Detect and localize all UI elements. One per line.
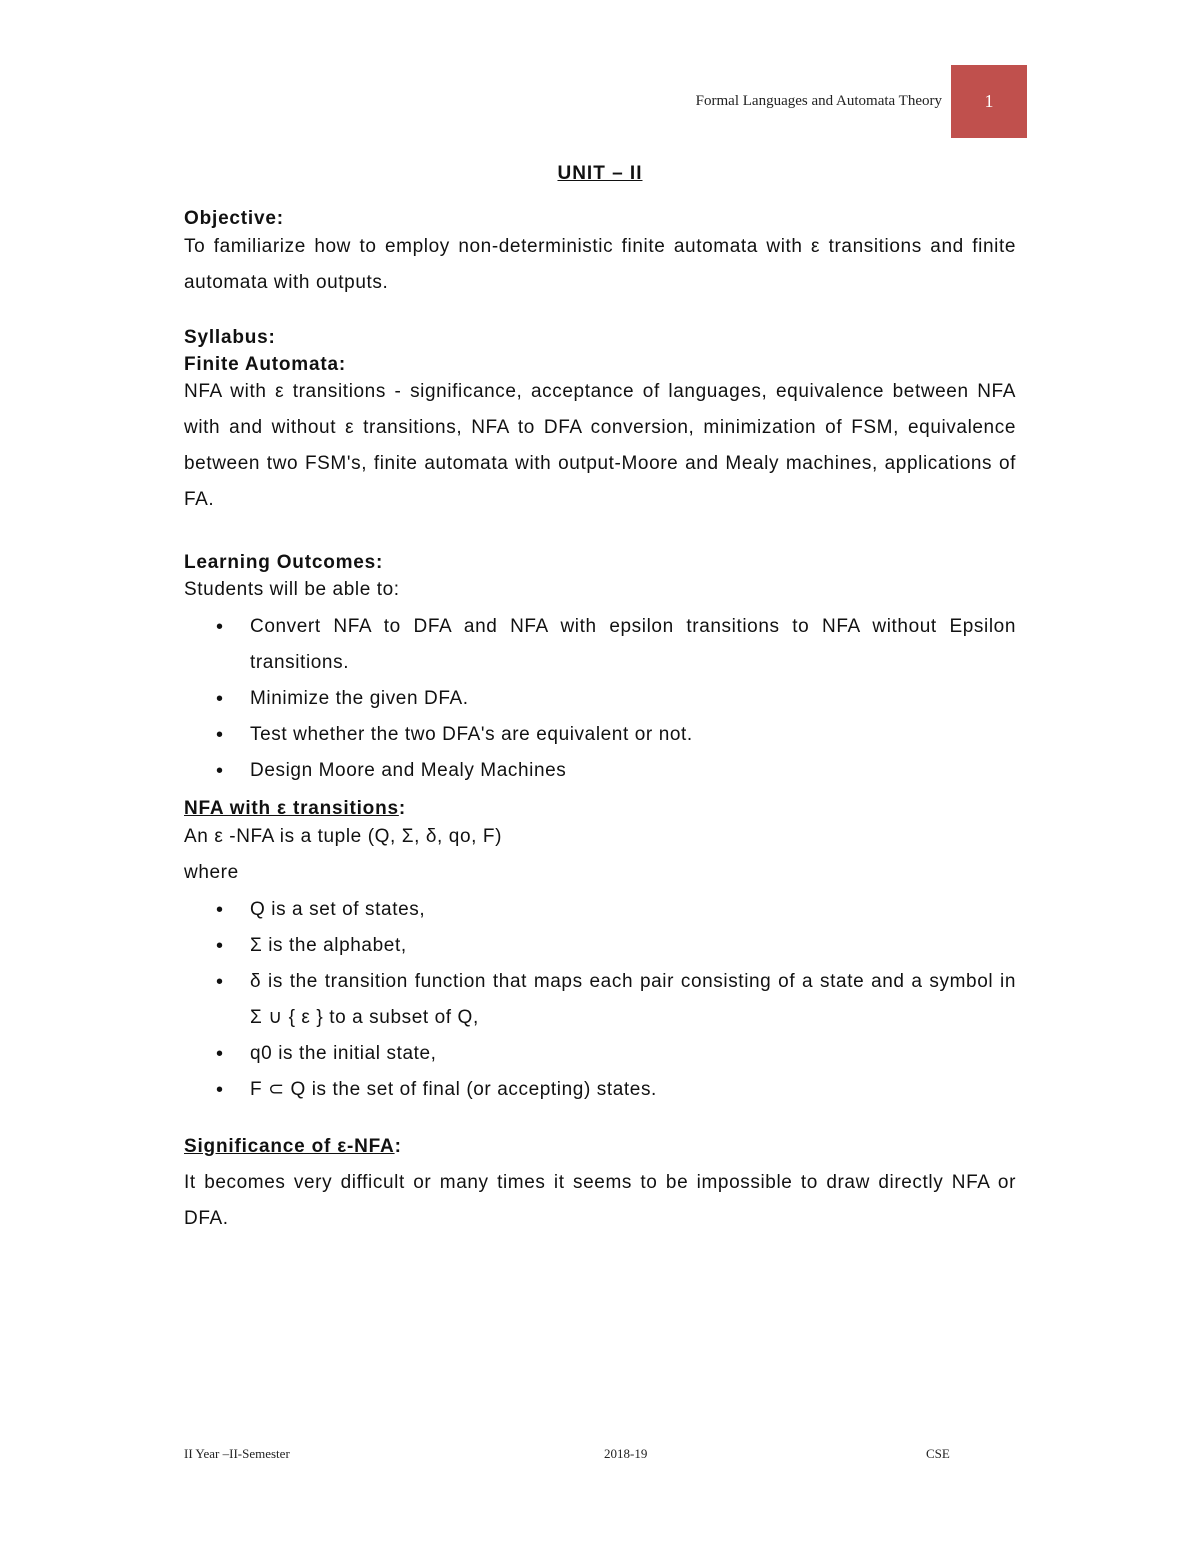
- list-item: • Convert NFA to DFA and NFA with epsilon transitions to NFA without Epsilon transitions.: [184, 609, 1016, 681]
- list-item: • Design Moore and Mealy Machines: [184, 753, 1016, 789]
- footer-right: CSE: [926, 1446, 950, 1461]
- list-item: • δ is the transition function that maps each pair consisting of a state and a symbol in Σ ∪ { ε } to a subset of Q,: [184, 964, 1016, 1036]
- header-title: Formal Languages and Automata Theory: [695, 93, 942, 109]
- learning-outcomes-heading: Learning Outcomes:: [184, 552, 384, 573]
- page-number-badge: 1: [951, 65, 1027, 138]
- nfa-definition: An ε -NFA is a tuple (Q, Σ, δ, qo, F): [184, 826, 503, 847]
- unit-title: UNIT – II: [557, 163, 643, 184]
- nfa-heading-text: NFA with ε transitions: [184, 798, 399, 819]
- nfa-heading-colon: :: [398, 798, 407, 819]
- list-item: • Q is a set of states,: [184, 892, 1016, 928]
- significance-text: It becomes very difficult or many times it seems to be impossible to draw directly NFA or DFA.: [184, 1172, 1016, 1229]
- list-item: • q0 is the initial state,: [184, 1036, 1016, 1072]
- syllabus-subheading: Finite Automata:: [184, 354, 346, 375]
- nfa-where: where: [184, 862, 239, 883]
- list-item: • Minimize the given DFA.: [184, 681, 1016, 717]
- syllabus-text: NFA with ε transitions - significance, acceptance of languages, equivalence between NFA with and without ε transitions, NFA to DFA conversion, minimization of FSM, equivalence between two FSM's, finite automata with output-Moore and Mealy machines, applications of FA.: [184, 381, 1016, 510]
- significance-heading-text: Significance of ε-NFA: [184, 1136, 395, 1157]
- syllabus-heading: Syllabus:: [184, 327, 276, 348]
- footer-left: II Year –II-Semester: [184, 1446, 290, 1461]
- learning-outcomes-list: [184, 609, 1016, 789]
- significance-heading: [184, 1136, 402, 1158]
- objective-heading: Objective:: [184, 208, 284, 229]
- list-item: • Test whether the two DFA's are equivalent or not.: [184, 717, 1016, 753]
- objective-text: To familiarize how to employ non-deterministic finite automata with ε transitions and finite automata with outputs.: [184, 236, 1016, 293]
- learning-outcomes-intro: Students will be able to:: [184, 579, 400, 600]
- significance-heading-colon: :: [394, 1136, 402, 1157]
- list-item: • F ⊂ Q is the set of final (or accepting) states.: [184, 1072, 1016, 1108]
- list-item: • Σ is the alphabet,: [184, 928, 1016, 964]
- nfa-components-list: [184, 892, 1016, 1108]
- footer-center: 2018-19: [604, 1446, 648, 1461]
- nfa-heading: [184, 798, 406, 820]
